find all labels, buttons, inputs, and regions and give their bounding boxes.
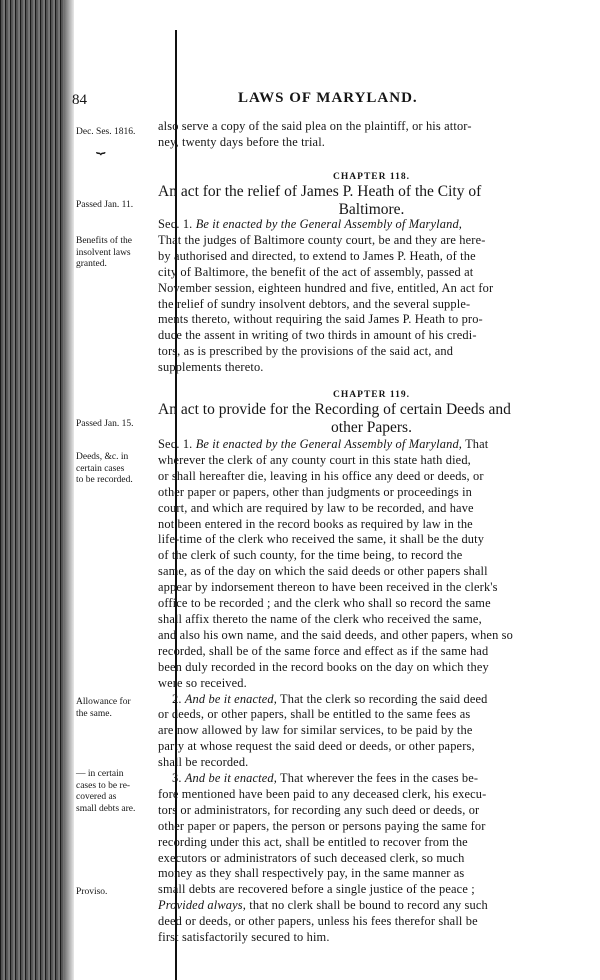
text-line: first satisfactorily secured to him. bbox=[158, 930, 330, 945]
chapter-119-body bbox=[158, 437, 585, 946]
text-line: were so received. bbox=[158, 675, 247, 690]
text-line: and also his own name, and the said deeds, and other papers, when so bbox=[158, 627, 513, 642]
text-line: tors, as is prescribed by the provisions of the said act, and bbox=[158, 344, 454, 359]
text-fragment: That bbox=[462, 437, 489, 451]
text-line: shall affix thereto the name of the clerk who received the same, bbox=[158, 611, 482, 626]
title-line: An act to provide for the Recording of certain Deeds and bbox=[158, 401, 511, 418]
chapter-119-title bbox=[158, 401, 585, 437]
continuation-text bbox=[158, 119, 585, 151]
text-line: or deeds, or other papers, shall be entitled to the same fees as bbox=[158, 707, 471, 722]
text-line: wherever the clerk of any county court in this state hath died, bbox=[158, 452, 471, 467]
text-line: ments thereto, without requiring the said James P. Heath to pro- bbox=[158, 312, 483, 327]
text-line: been duly recorded in the record books on the day on which they bbox=[158, 659, 489, 674]
title-line: other Papers. bbox=[331, 419, 412, 436]
margin-note-allowance: Allowance for the same. bbox=[76, 697, 131, 719]
title-line: An act for the relief of James P. Heath of the City of bbox=[158, 183, 482, 200]
text-fragment: That the clerk so recording the said deed bbox=[277, 691, 488, 706]
text-line: same, as of the day on which the said deeds or other papers shall bbox=[158, 564, 488, 579]
text-line: shall be recorded. bbox=[158, 755, 249, 770]
chapter-118-body bbox=[158, 217, 585, 376]
enacting-clause: Be it enacted by the General Assembly of Maryland, bbox=[195, 217, 463, 231]
page-shadow bbox=[64, 0, 74, 980]
text-line: appear by indorsement thereon to have been received in the clerk's bbox=[158, 580, 498, 595]
text-line: fore mentioned have been paid to any deceased clerk, his execu- bbox=[158, 786, 487, 801]
text-line: executors or administrators of such deceased clerk, so much bbox=[158, 850, 465, 865]
running-head: LAWS OF MARYLAND. bbox=[238, 90, 418, 106]
proviso-opening bbox=[158, 898, 585, 914]
text-line: are now allowed by law for similar services, to be paid by the bbox=[158, 723, 473, 738]
margin-note-small-debts: — in certain cases to be re- covered as small debts are. bbox=[76, 769, 136, 814]
text-line: by authorised and directed, to extend to James P. Heath, of the bbox=[158, 248, 476, 263]
margin-note-passed-jan11: Passed Jan. 11. bbox=[76, 200, 134, 210]
enacting-clause: And be it enacted, bbox=[184, 691, 278, 706]
text-line: court, and which are required by law to be recorded, and have bbox=[158, 500, 474, 515]
margin-note-passed-jan15: Passed Jan. 15. bbox=[76, 419, 134, 429]
margin-note-benefits: Benefits of the insolvent laws granted. bbox=[76, 236, 132, 269]
text-line: of the clerk of such county, for the time being, to record the bbox=[158, 548, 463, 563]
chapter-119-heading: CHAPTER 119. bbox=[333, 390, 410, 400]
page-number: 84 bbox=[72, 92, 87, 108]
text-line: other paper or papers, the person or persons paying the same for bbox=[158, 818, 486, 833]
text-line: the relief of sundry insolvent debtors, and the several supple- bbox=[158, 296, 471, 311]
section-label: 2. bbox=[172, 691, 182, 706]
text-line: also serve a copy of the said plea on the plaintiff, or his attor- bbox=[158, 119, 472, 133]
text-line: tors or administrators, for recording any such deed or deeds, or bbox=[158, 802, 480, 817]
section-1-opening bbox=[158, 437, 585, 453]
text-fragment: that no clerk shall be bound to record any such bbox=[245, 898, 488, 913]
proviso-clause: Provided always, bbox=[158, 898, 246, 913]
text-line: or shall hereafter die, leaving in his office any deed or deeds, or bbox=[158, 468, 484, 483]
text-line: city of Baltimore, the benefit of the act of assembly, passed at bbox=[158, 264, 474, 279]
book-page-edge bbox=[0, 0, 64, 980]
text-line: other paper or papers, other than judgments or proceedings in bbox=[158, 484, 473, 499]
section-label: Sec. 1. bbox=[158, 437, 193, 451]
text-line: recorded, shall be of the same force and effect as if the same had bbox=[158, 643, 489, 658]
text-line: supplements thereto. bbox=[158, 360, 264, 375]
text-line: money as they shall respectively pay, in the same manner as bbox=[158, 866, 465, 881]
section-2-opening bbox=[158, 692, 585, 708]
section-label: Sec. 1. bbox=[158, 217, 193, 231]
section-3-opening bbox=[158, 771, 585, 787]
margin-note-deeds: Deeds, &c. in certain cases to be recorded. bbox=[76, 452, 133, 485]
brace-icon: ⏟ bbox=[96, 137, 106, 154]
text-line: ney, twenty days before the trial. bbox=[158, 134, 326, 149]
text-line: not been entered in the record books as required by law in the bbox=[158, 516, 473, 531]
enacting-clause: Be it enacted by the General Assembly of Maryland, bbox=[195, 437, 463, 451]
text-line: party at whose request the said deed or deeds, or other papers, bbox=[158, 739, 475, 754]
text-line: November session, eighteen hundred and five, entitled, An act for bbox=[158, 280, 494, 295]
text-line: recording under this act, shall be entitled to recover from the bbox=[158, 834, 468, 849]
chapter-118-heading: CHAPTER 118. bbox=[333, 172, 410, 182]
title-line: Baltimore. bbox=[338, 201, 405, 218]
text-fragment: That wherever the fees in the cases be- bbox=[277, 771, 479, 786]
section-label: 3. bbox=[172, 771, 182, 786]
text-line: That the judges of Baltimore county court, be and they are here- bbox=[158, 232, 486, 247]
text-line: deed or deeds, or other papers, unless his fees therefor shall be bbox=[158, 914, 478, 929]
margin-note-proviso: Proviso. bbox=[76, 887, 108, 897]
enacting-clause: And be it enacted, bbox=[184, 771, 278, 786]
margin-note-session: Dec. Ses. 1816. bbox=[76, 127, 136, 137]
text-line: life-time of the clerk who received the same, it shall be the duty bbox=[158, 532, 485, 547]
text-line: duce the assent in writing of two thirds in amount of his credi- bbox=[158, 328, 477, 343]
section-1-opening bbox=[158, 217, 585, 233]
text-line: office to be recorded ; and the clerk who shall so record the same bbox=[158, 596, 491, 611]
chapter-118-title bbox=[158, 183, 585, 219]
text-line: small debts are recovered before a single justice of the peace ; bbox=[158, 882, 475, 897]
